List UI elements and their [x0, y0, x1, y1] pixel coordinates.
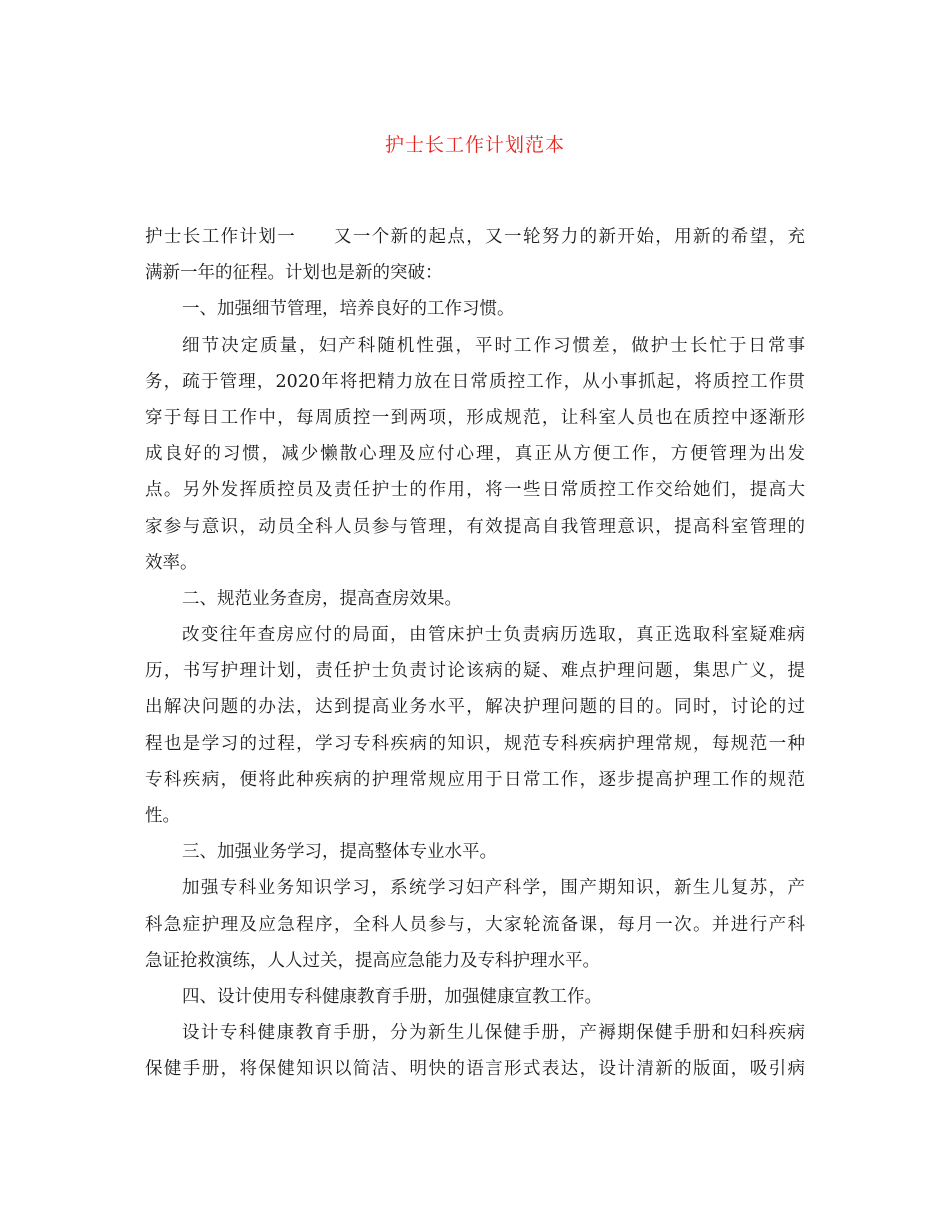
paragraph-line: 科急症护理及应急程序，全科人员参与，大家轮流备课，每月一次。并进行产科: [145, 914, 805, 935]
paragraph-line: 出解决问题的办法，达到提高业务水平，解决护理问题的目的。同时，讨论的过: [145, 697, 805, 718]
paragraph-line: 成良好的习惯，减少懒散心理及应付心理，真正从方便工作，方便管理为出发: [145, 444, 805, 465]
paragraph-line: 历，书写护理计划，责任护士负责讨论该病的疑、难点护理问题，集思广义，提: [145, 661, 805, 682]
section-heading: 二、规范业务查房，提高查房效果。: [182, 588, 462, 609]
paragraph-line: 改变往年查房应付的局面，由管床护士负责病历选取，真正选取科室疑难病: [182, 625, 805, 646]
section-heading: 三、加强业务学习，提高整体专业水平。: [182, 842, 497, 863]
paragraph-line: 设计专科健康教育手册，分为新生儿保健手册，产褥期保健手册和妇科疾病: [182, 1023, 805, 1044]
paragraph-line: 穿于每日工作中，每周质控一到两项，形成规范，让科室人员也在质控中逐渐形: [145, 407, 805, 428]
paragraph-line: 护士长工作计划一 又一个新的起点，又一轮努力的新开始，用新的希望，充: [145, 227, 805, 247]
document-body: [145, 219, 805, 1088]
paragraph-line: 急证抢救演练，人人过关，提高应急能力及专科护理水平。: [145, 950, 600, 971]
document-title: 护士长工作计划范本: [384, 134, 565, 156]
section-heading: 一、加强细节管理，培养良好的工作习惯。: [182, 299, 515, 320]
paragraph-line: 务，疏于管理，2020年将把精力放在日常质控工作，从小事抓起，将质控工作贯: [145, 371, 805, 392]
paragraph-line: 点。另外发挥质控员及责任护士的作用，将一些日常质控工作交给她们，提高大: [145, 480, 805, 501]
paragraph-line: 效率。: [145, 552, 198, 573]
section-heading: 四、设计使用专科健康教育手册，加强健康宣教工作。: [182, 986, 602, 1007]
paragraph-line: 细节决定质量，妇产科随机性强，平时工作习惯差，做护士长忙于日常事: [182, 335, 805, 356]
paragraph-line: 加强专科业务知识学习，系统学习妇产科学，围产期知识，新生儿复苏，产: [182, 878, 805, 899]
paragraph-line: 性。: [145, 806, 180, 826]
paragraph-line: 专科疾病，便将此种疾病的护理常规应用于日常工作，逐步提高护理工作的规范: [145, 769, 805, 790]
paragraph-line: 满新一年的征程。计划也是新的突破：: [145, 263, 443, 284]
paragraph-line: 家参与意识，动员全科人员参与管理，有效提高自我管理意识，提高科室管理的: [145, 516, 805, 537]
paragraph-line: 程也是学习的过程，学习专科疾病的知识，规范专科疾病护理常规，每规范一种: [145, 733, 805, 754]
paragraph-line: 保健手册，将保健知识以简洁、明快的语言形式表达，设计清新的版面，吸引病: [145, 1059, 805, 1080]
